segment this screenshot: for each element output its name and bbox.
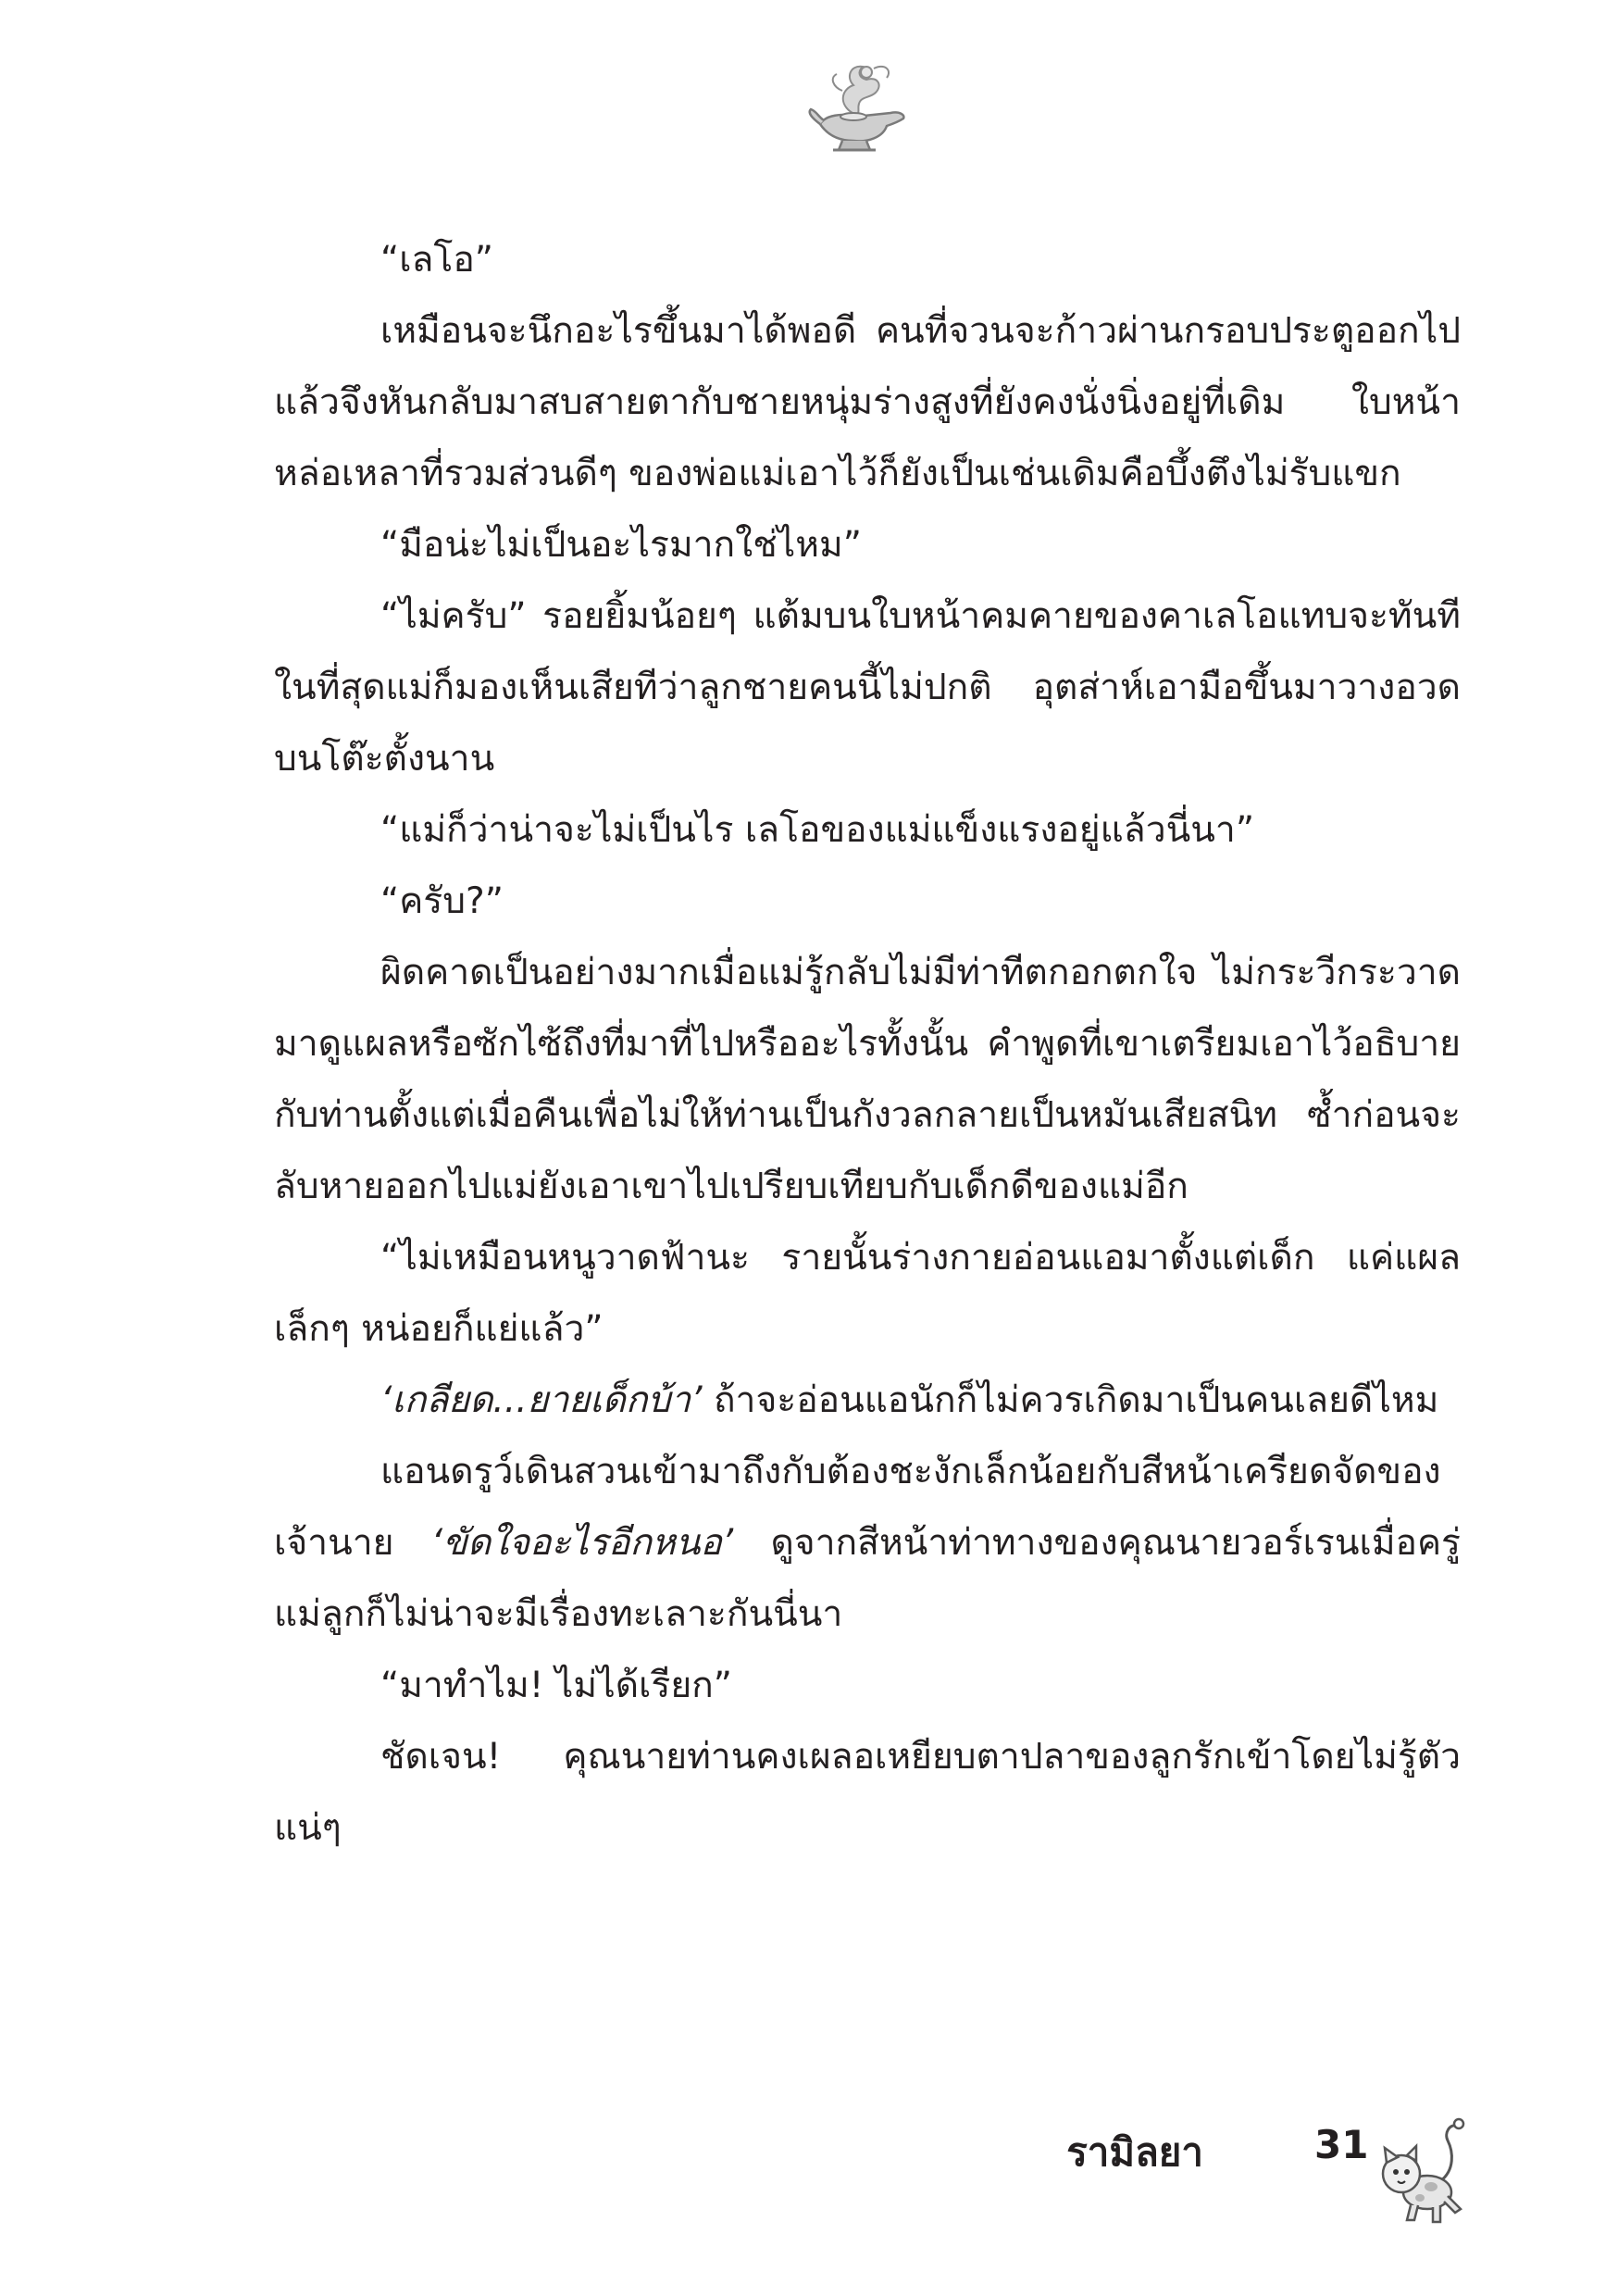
genie-lamp-icon [802, 57, 913, 159]
story-text [274, 224, 1461, 1864]
page-number: 31 [1314, 2122, 1369, 2167]
paragraph [274, 295, 1461, 509]
text-run: “ไม่เหมือนหนูวาดฟ้านะ รายนั้นร่างกายอ่อนแอมาตั้งแต่เด็ก แค่แผลเล็กๆ หน่อยก็แย่แล้ว” [274, 1237, 1461, 1350]
text-run: “ไม่ครับ” รอยยิ้มน้อยๆ แต้มบนใบหน้าคมคายของคาเลโอแทบจะทันที ในที่สุดแม่ก็มองเห็นเสียทีว่าลูกชายคนนี้ไม่ปกติ อุตส่าห์เอามือขึ้นมาวางอวดบนโต๊ะตั้งนาน [274, 595, 1461, 780]
paragraph-container [274, 224, 1461, 1864]
text-run: ถ้าจะอ่อนแอนักก็ไม่ควรเกิดมาเป็นคนเลยดีไหม [702, 1379, 1439, 1421]
page-footer [1066, 2096, 1481, 2235]
text-run: “แม่ก็ว่าน่าจะไม่เป็นไร เลโอของแม่แข็งแรงอยู่แล้วนี่นา” [380, 809, 1255, 851]
paragraph [274, 1721, 1461, 1864]
author-name: รามิลยา [1066, 2129, 1203, 2175]
paragraph [274, 937, 1461, 1222]
italic-thought: ‘เกลียด...ยายเด็กบ้า’ [380, 1379, 703, 1421]
text-run: “เลโอ” [380, 239, 494, 281]
text-run: ดูจากสีหน้าท่าทางของคุณนายวอร์เรนเมื่อครู่ แม่ลูกก็ไม่น่าจะมีเรื่องทะเลาะกันนี่นา [274, 1522, 1461, 1635]
paragraph [274, 509, 1461, 580]
kitten-mascot-icon [1375, 2096, 1477, 2235]
paragraph [274, 1365, 1461, 1436]
italic-thought: ‘ขัดใจอะไรอีกหนอ’ [430, 1522, 734, 1564]
text-run: ผิดคาดเป็นอย่างมากเมื่อแม่รู้กลับไม่มีท่าทีตกอกตกใจ ไม่กระวีกระวาดมาดูแผลหรือซักไซ้ถึงที่มาที่ไปหรืออะไรทั้งนั้น คำพูดที่เขาเตรียมเอาไว้อธิบายกับท่านตั้งแต่เมื่อคืนเพื่อไม่ให้ท่านเป็นกังวลกลายเป็นหมันเสียสนิท ซ้ำก่อนจะลับหายออกไปแม่ยังเอาเขาไปเปรียบเทียบกับเด็กดีของแม่อีก [274, 952, 1461, 1207]
paragraph [274, 1436, 1461, 1650]
paragraph [274, 794, 1461, 866]
text-run: “มาทำไม! ไม่ได้เรียก” [380, 1665, 732, 1706]
paragraph [274, 224, 1461, 295]
text-run: ชัดเจน! คุณนายท่านคงเผลอเหยียบตาปลาของลูกรักเข้าโดยไม่รู้ตัวแน่ๆ [274, 1736, 1461, 1849]
text-run: “ครับ?” [380, 880, 504, 922]
paragraph [274, 866, 1461, 937]
paragraph [274, 580, 1461, 794]
text-run: แอนดรูว์เดินสวนเข้ามาถึงกับต้องชะงักเล็กน้อยกับสีหน้าเครียดจัดของเจ้านาย [274, 1451, 1441, 1564]
text-run: “มือน่ะไม่เป็นอะไรมากใช่ไหม” [380, 524, 862, 566]
text-run: เหมือนจะนึกอะไรขึ้นมาได้พอดี คนที่จวนจะก้าวผ่านกรอบประตูออกไปแล้วจึงหันกลับมาสบสายตากับชายหนุ่มร่างสูงที่ยังคงนั่งนิ่งอยู่ที่เดิม ใบหน้าหล่อเหลาที่รวมส่วนดีๆ ของพ่อแม่เอาไว้ก็ยังเป็นเช่นเดิมคือบึ้งตึงไม่รับแขก [274, 310, 1461, 494]
paragraph [274, 1650, 1461, 1721]
paragraph [274, 1222, 1461, 1365]
